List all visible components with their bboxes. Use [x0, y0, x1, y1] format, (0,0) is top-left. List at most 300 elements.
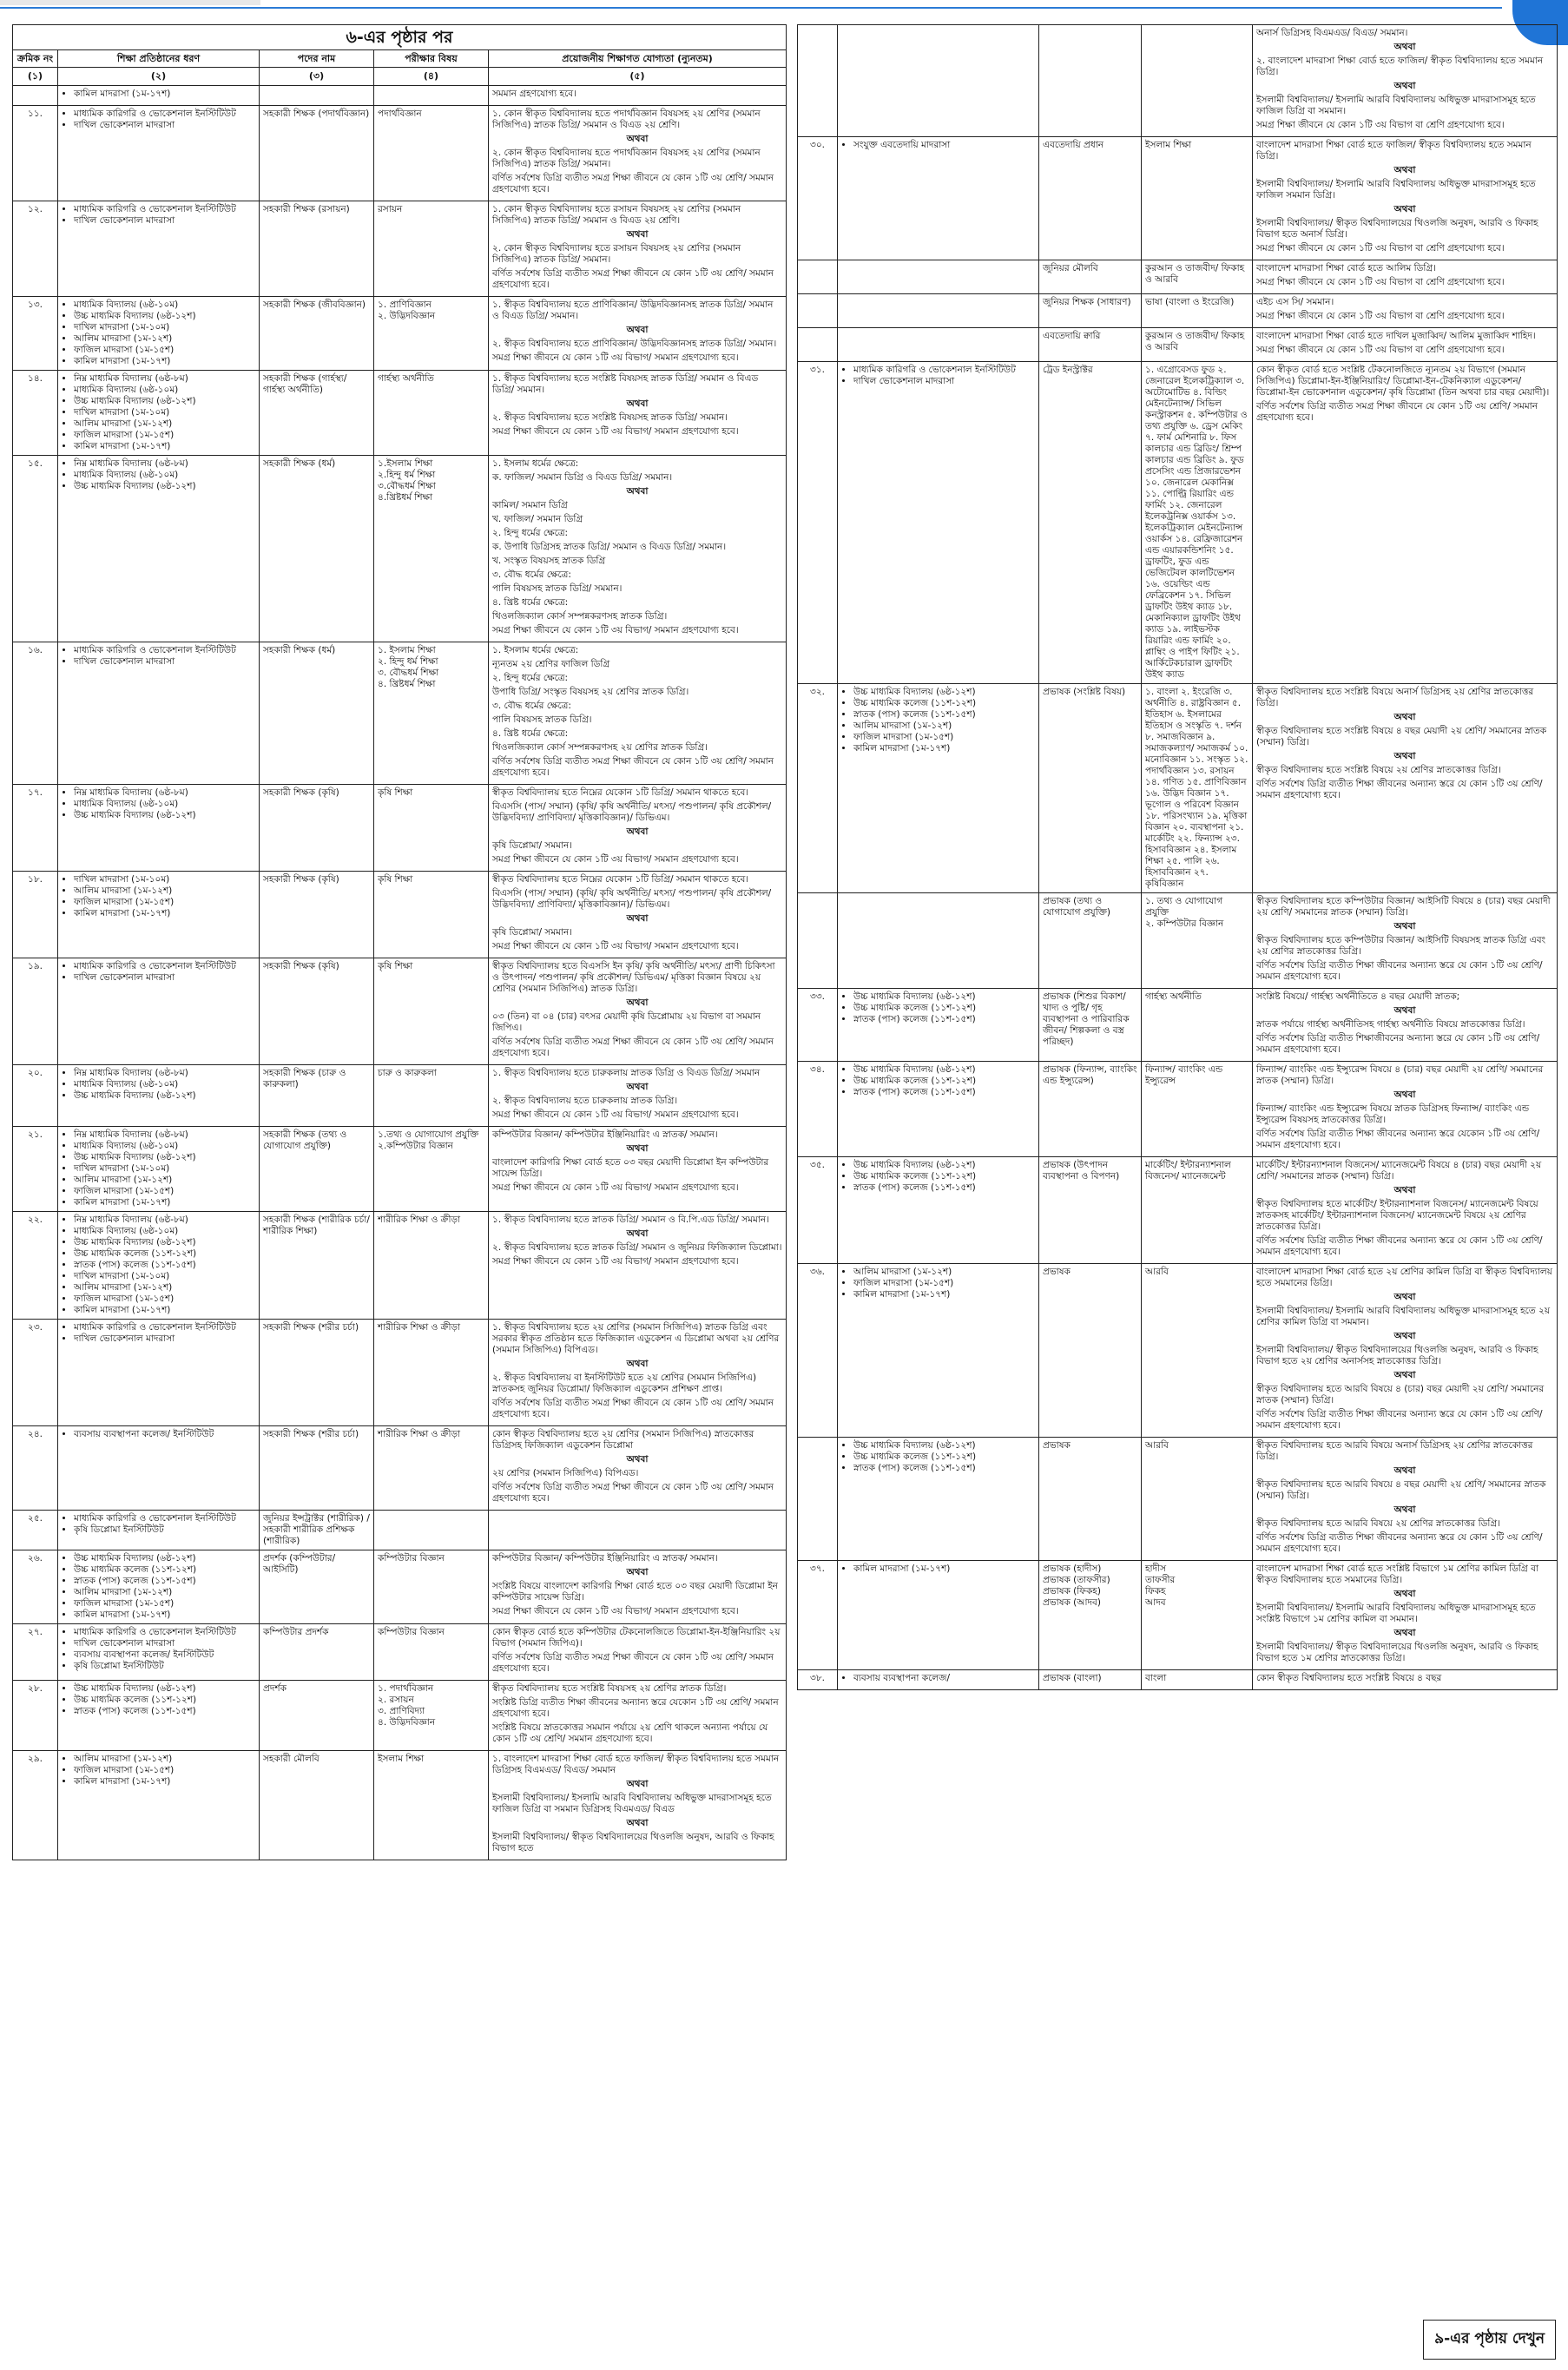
qualification-cell — [489, 1127, 787, 1212]
post-cell: প্রভাষক (বাংলা) — [1039, 1670, 1142, 1690]
subject-cell — [1142, 25, 1253, 137]
institution-cell — [838, 684, 1039, 893]
table-row — [13, 456, 787, 642]
or-separator: অথবা — [626, 1567, 649, 1577]
qualification-line: কৃষি ডিপ্লোমা/ সমমান। — [492, 927, 573, 938]
institution-cell — [58, 642, 260, 785]
institution-cell — [58, 1550, 260, 1624]
institution-item: • স্নাতক (পাস) কলেজ (১১শ-১৫শ) — [853, 709, 1035, 721]
institution-item: • উচ্চ মাধ্যমিক কলেজ (১১শ-১২শ) — [853, 1076, 1035, 1087]
institution-item: • আলিম মাদরাসা (১ম-১২শ) — [74, 1282, 255, 1294]
institution-cell — [58, 1624, 260, 1681]
institution-list — [841, 140, 1035, 151]
qualification-line: এইচ এস সি/ সমমান। — [1256, 297, 1334, 307]
qualification-cell — [489, 1751, 787, 1860]
qualification-line: ইসলামী বিশ্ববিদ্যালয়/ ইসলামি আরবি বিশ্ববিদ্যালয় অধিভুক্ত মাদরাসাসমূহ হতে ফাজিল ডিগ্রি বা সমমান। — [1256, 95, 1536, 116]
qualification-line: ১. স্বীকৃত বিশ্ববিদ্যালয় হতে স্নাতক ডিগ্রি/ সমমান ও বি.পি.এড ডিগ্রি/ সমমান। — [492, 1215, 769, 1225]
qualification-line: ইসলামী বিশ্ববিদ্যালয়/ ইসলামি আরবি বিশ্ববিদ্যালয় অধিভুক্ত মাদরাসাসমূহ হতে ২য় শ্রেণির কামিল ডিগ্রি বা সমমান। — [1256, 1306, 1551, 1327]
institution-item: • নিম্ন মাধ্যমিক বিদ্যালয় (৬ষ্ঠ-৮ম) — [74, 458, 255, 470]
or-separator: অথবা — [1393, 42, 1416, 52]
qualification-line: ১. ইসলাম ধর্মের ক্ষেত্রে: — [492, 645, 579, 655]
institution-item: • দাখিল মাদরাসা (১ম-১০ম) — [74, 322, 255, 333]
institution-item: • উচ্চ মাধ্যমিক বিদ্যালয় (৬ষ্ঠ-১২শ) — [74, 1152, 255, 1163]
institution-item: • আলিম মাদরাসা (১ম-১২শ) — [853, 1267, 1035, 1278]
or-separator: অথবা — [1393, 1292, 1416, 1302]
qualification-line: বর্ণিত সর্বশেষ ডিগ্রি ব্যতীত সমগ্র শিক্ষা জীবনে যে কোন ১টি ৩য় শ্রেণি/ সমমান গ্রহণযোগ্য হবে। — [1256, 401, 1538, 423]
qualification-cell — [489, 1681, 787, 1751]
subject-cell: ১. পদার্থবিজ্ঞান ২. রসায়ন ৩. প্রাণিবিদ্যা ৪. উদ্ভিদবিজ্ঞান — [374, 1681, 489, 1751]
or-separator: অথবা — [1393, 1331, 1416, 1341]
qualification-line: ১. স্বীকৃত বিশ্ববিদ্যালয় হতে সংশ্লিষ্ট বিষয়সহ স্নাতক ডিগ্রি/ সমমান ও বিএড ডিগ্রি/ সমমান। — [492, 373, 759, 395]
serial-cell: ৩২. — [798, 684, 838, 893]
qualification-line: স্বীকৃত বিশ্ববিদ্যালয় হতে সংশ্লিষ্ট বিষয়সহ ২য় শ্রেণির স্নাতক ডিগ্রি। — [492, 1683, 727, 1694]
institution-item: • উচ্চ মাধ্যমিক বিদ্যালয় (৬ষ্ঠ-১২শ) — [853, 1440, 1035, 1452]
qualification-line: ২. স্বীকৃত বিশ্ববিদ্যালয় হতে চারুকলায় স্নাতক ডিগ্রি। — [492, 1096, 678, 1106]
or-separator: অথবা — [1393, 1465, 1416, 1476]
qualification-line: স্বীকৃত বিশ্ববিদ্যালয় হতে আরবি বিষয়ে ৪ বছর মেয়াদী ২য় শ্রেণি/ সমমানের স্নাতক (সম্মান) ডিগ্রি। — [1256, 1479, 1546, 1501]
qualification-line: মার্কেটিং/ ইন্টারন্যাশনাল বিজনেস/ ম্যানেজমেন্ট বিষয়ে ৪ (চার) বছর মেয়াদী ২য় শ্রেণি/ সমমানের স্নাতক (সম্মান) ডিগ্রি। — [1256, 1160, 1542, 1182]
qualification-line: বর্ণিত সর্বশেষ ডিগ্রি ব্যতীত সমগ্র শিক্ষা জীবনে যে কোন ১টি ৩য় শ্রেণি/ সমমান গ্রহণযোগ্য হবে। — [492, 1482, 774, 1504]
qualification-cell — [1253, 137, 1558, 260]
qualification-cell — [489, 1065, 787, 1127]
qualification-line: বর্ণিত সর্বশেষ ডিগ্রি ব্যতীত সমগ্র শিক্ষা জীবনে যে কোন ১টি ৩য় শ্রেণি/ সমমান গ্রহণযোগ্য হবে। — [492, 756, 774, 778]
qualification-line: থিওলজিক্যাল কোর্স সম্পন্নকরণসহ স্নাতক ডিগ্রি। — [492, 611, 668, 622]
institution-cell — [838, 1670, 1039, 1690]
table-row — [13, 86, 787, 106]
table-row — [13, 785, 787, 872]
or-separator: অথবা — [626, 1818, 649, 1828]
or-separator: অথবা — [1393, 921, 1416, 932]
institution-list — [841, 1160, 1035, 1194]
or-separator: অথবা — [1393, 751, 1416, 761]
qualification-line: ২. হিন্দু ধর্মের ক্ষেত্রে: — [492, 673, 569, 683]
subject-cell: আরবি — [1142, 1264, 1253, 1438]
institution-item: • উচ্চ মাধ্যমিক কলেজ (১১শ-১২শ) — [74, 1564, 255, 1576]
institution-item: • উচ্চ মাধ্যমিক কলেজ (১১শ-১২শ) — [853, 1003, 1035, 1014]
header-qualification: প্রয়োজনীয় শিক্ষাগত যোগ্যতা (ন্যুনতম) — [489, 50, 787, 68]
or-separator: অথবা — [1393, 1628, 1416, 1638]
institution-item: • স্নাতক (পাস) কলেজ (১১শ-১৫শ) — [853, 1014, 1035, 1025]
qualification-line: সমগ্র শিক্ষা জীবনে যে কোন ১টি ৩য় বিভাগ বা শ্রেণি গ্রহণযোগ্য হবে। — [1256, 345, 1505, 355]
qualification-cell — [1253, 362, 1558, 684]
qualification-line: সমমান গ্রহণযোগ্য হবে। — [492, 89, 576, 99]
post-cell: সহকারী শিক্ষক (ধর্ম) — [260, 642, 374, 785]
qualification-line: কোন স্বীকৃত বিশ্ববিদ্যালয় হতে ২য় শ্রেণির (সমমান সিজিপিএ) স্নাতকোত্তর ডিগ্রিসহ ফিজিক্যাল এডুকেশন ডিপ্লোমা — [492, 1429, 754, 1451]
table-row — [798, 1561, 1558, 1670]
institution-item: • স্নাতক (পাস) কলেজ (১১শ-১৫শ) — [74, 1706, 255, 1717]
institution-cell — [838, 1561, 1039, 1670]
institution-list — [62, 1129, 255, 1208]
table-row — [13, 1681, 787, 1751]
institution-item: • মাধ্যমিক বিদ্যালয় (৬ষ্ঠ-১০ম) — [74, 1079, 255, 1090]
subject-cell: ফিন্যান্স/ ব্যাংকিং এন্ড ইন্স্যুরেন্স — [1142, 1062, 1253, 1157]
post-cell: প্রদর্শক — [260, 1681, 374, 1751]
subject-cell — [374, 1511, 489, 1550]
institution-item: • কামিল মাদরাসা (১ম-১৭শ) — [853, 1564, 1035, 1575]
post-cell: সহকারী মৌলবি — [260, 1751, 374, 1860]
or-separator: অথবা — [626, 826, 649, 837]
qualification-line: স্বীকৃত বিশ্ববিদ্যালয় হতে সংশ্লিষ্ট বিষয়ে ৪ বছর মেয়াদী ২য় শ্রেণি/ সমমানের স্নাতক (সম্মান) ডিগ্রি। — [1256, 726, 1547, 747]
institution-item: • উচ্চ মাধ্যমিক বিদ্যালয় (৬ষ্ঠ-১২শ) — [74, 311, 255, 322]
or-separator: অথবা — [1393, 712, 1416, 722]
institution-item: • উচ্চ মাধ্যমিক বিদ্যালয় (৬ষ্ঠ-১২শ) — [853, 1160, 1035, 1171]
header-row — [13, 50, 787, 68]
or-separator: অথবা — [626, 134, 649, 144]
institution-list — [62, 1322, 255, 1345]
institution-item: • কামিল মাদরাসা (১ম-১৭শ) — [74, 89, 255, 100]
serial-cell: ১১. — [13, 106, 58, 201]
subject-cell: আরবি — [1142, 1438, 1253, 1561]
institution-cell — [58, 785, 260, 872]
institution-item: • কৃষি ডিপ্লোমা ইনস্টিটিউট — [74, 1661, 255, 1672]
institution-item: • আলিম মাদরাসা (১ম-১২শ) — [74, 885, 255, 897]
institution-list — [841, 1267, 1035, 1300]
qualification-line: কোন স্বীকৃত বোর্ড হতে সংশ্লিষ্ট টেকনোলজিতে ন্যূনতম ২য় বিভাগে (সমমান সিজিপিএ) ডিপ্লোমা-ইন-ইঞ্জিনিয়ারিং/ ডিপ্লোমা-ইন-টেকনিক্যাল এডুকেশন/ ডিপ্লোমা-ইন ভোকেশনাল এডুকেশন/ কৃষি ডিপ্লোমা (তিন অথবা চার বছর মেয়াদী)। — [1256, 365, 1550, 398]
or-separator: অথবা — [1393, 165, 1416, 175]
institution-cell — [58, 106, 260, 201]
serial-cell: ৩৩. — [798, 989, 838, 1062]
post-cell: সহকারী শিক্ষক (তথ্য ও যোগাযোগ প্রযুক্তি) — [260, 1127, 374, 1212]
or-separator: অথবা — [626, 1359, 649, 1369]
qualification-line: পালি বিষয়সহ স্নাতক ডিগ্রি। — [492, 714, 592, 725]
institution-item: • উচ্চ মাধ্যমিক বিদ্যালয় (৬ষ্ঠ-১২শ) — [74, 1553, 255, 1564]
institution-item: • আলিম মাদরাসা (১ম-১২শ) — [853, 721, 1035, 732]
qualification-cell — [1253, 1561, 1558, 1670]
subject-cell: ইসলাম শিক্ষা — [1142, 137, 1253, 260]
serial-cell: ১৮. — [13, 872, 58, 958]
qualification-cell — [489, 371, 787, 456]
or-separator: অথবা — [1393, 1185, 1416, 1195]
institution-item: • ফাজিল মাদরাসা (১ম-১৫শ) — [853, 732, 1035, 743]
institution-item: • আলিম মাদরাসা (১ম-১২শ) — [74, 1754, 255, 1765]
header-strip — [0, 0, 260, 5]
subject-cell: কুরআন ও তাজবীদ/ ফিকাহ ও আরবি — [1142, 328, 1253, 362]
subject-cell: ১. বাংলা ২. ইংরেজি ৩. অর্থনীতি ৪. রাষ্ট্রবিজ্ঞান ৫. ইতিহাস ৬. ইসলামের ইতিহাস ও সংস্কৃতি ৭. দর্শন ৮. সমাজবিজ্ঞান ৯. সমাজকল্যাণ/ সমাজকর্ম ১০. মনোবিজ্ঞান ১১. সংস্কৃত ১২. পদার্থবিজ্ঞান ১৩. রসায়ন ১৪. গণিত ১৫. প্রাণিবিজ্ঞান ১৬. উদ্ভিদ বিজ্ঞান ১৭. ভূগোল ও পরিবেশ বিজ্ঞান ১৮. পরিসংখ্যান ১৯. মৃত্তিকা বিজ্ঞান ২০. ব্যবস্থাপনা ২১. মার্কেটিং ২২. ফিন্যান্স ২৩. হিসাববিজ্ঞান ২৪. ইসলাম শিক্ষা ২৫. পালি ২৬. হিসাববিজ্ঞান ২৭. কৃষিবিজ্ঞান — [1142, 684, 1253, 893]
post-cell: জুনিয়র মৌলবি — [1039, 260, 1142, 294]
qualification-line: বর্ণিত সর্বশেষ ডিগ্রি ব্যতীত সমগ্র শিক্ষা জীবনে যে কোন ১টি ৩য় শ্রেণি/ সমমান গ্রহণযোগ্য হবে। — [492, 173, 774, 194]
institution-list — [62, 961, 255, 984]
institution-item: • দাখিল ভোকেশনাল মাদরাসা — [74, 120, 255, 131]
subject-cell: কুরআন ও তাজবীদ/ ফিকাহ ও আরবি — [1142, 260, 1253, 294]
or-separator: অথবা — [1393, 1005, 1416, 1016]
header-serial: ক্রমিক নং — [13, 50, 58, 68]
institution-item: • মাধ্যমিক বিদ্যালয় (৬ষ্ঠ-১০ম) — [74, 799, 255, 810]
subject-cell: চারু ও কারুকলা — [374, 1065, 489, 1127]
institution-list — [841, 1440, 1035, 1474]
or-separator: অথবা — [1393, 1090, 1416, 1100]
qualification-line: ১. স্বীকৃত বিশ্ববিদ্যালয় হতে ২য় শ্রেণির (সমমান সিজিপিএ) স্নাতক ডিগ্রি এবং সরকার স্বীকৃত প্রতিষ্ঠান হতে ফিজিক্যাল এডুকেশন এ ডিপ্লোমা অথবা ২য় শ্রেণির (সমমান সিজিপিএ) বিপিএড। — [492, 1322, 780, 1355]
qualification-line: কোন স্বীকৃত বোর্ড হতে কম্পিউটার টেকনোলজিতে ডিপ্লোমা-ইন-ইঞ্জিনিয়ারিং ২য় বিভাগ (সমমান জিপিএ)। — [492, 1627, 781, 1649]
qualification-line: সংশ্লিষ্ট বিষয়ে বাংলাদেশ কারিগরি শিক্ষা বোর্ড হতে ০৩ বছর মেয়াদী ডিপ্লোমা ইন কম্পিউটার সায়েন্স ডিগ্রি। — [492, 1581, 778, 1603]
qualification-line: পালি বিষয়সহ স্নাতক ডিগ্রি/ সমমান। — [492, 583, 623, 594]
institution-item: • উচ্চ মাধ্যমিক বিদ্যালয় (৬ষ্ঠ-১২শ) — [74, 396, 255, 407]
qualification-line: স্বীকৃত বিশ্ববিদ্যালয় হতে আরবি বিষয়ে ২য় শ্রেণির স্নাতকোত্তর ডিগ্রি। — [1256, 1518, 1501, 1529]
institution-cell — [58, 1320, 260, 1426]
qualification-cell — [489, 958, 787, 1065]
institution-list — [841, 1564, 1035, 1575]
qualification-line: স্বীকৃত বিশ্ববিদ্যালয় হতে সংশ্লিষ্ট বিষয়ে ২য় শ্রেণির স্নাতকোত্তর ডিগ্রি। — [1256, 765, 1501, 775]
institution-item: • উচ্চ মাধ্যমিক বিদ্যালয় (৬ষ্ঠ-১২শ) — [74, 1237, 255, 1248]
qualification-line: ২. স্বীকৃত বিশ্ববিদ্যালয় বা ইনস্টিটিউট হতে ২য় শ্রেণির (সমমান সিজিপিএ) স্নাতকসহ জুনিয়র ডিপ্লোমা/ ফিজিক্যাল এডুকেশন প্রশিক্ষণ প্রাপ্ত। — [492, 1373, 757, 1394]
table-row — [798, 260, 1558, 294]
institution-item: • উচ্চ মাধ্যমিক বিদ্যালয় (৬ষ্ঠ-১২শ) — [853, 1064, 1035, 1076]
qualification-cell — [489, 1426, 787, 1511]
post-cell: কম্পিউটার প্রদর্শক — [260, 1624, 374, 1681]
post-cell: জুনিয়র ইন্সট্রাক্টর (শারীরিক) / সহকারী শারীরিক প্রশিক্ষক (শারীরিক) — [260, 1511, 374, 1550]
qualification-line: অনার্স ডিগ্রিসহ বিএমএড/ বিএড/ সমমান। — [1256, 28, 1408, 38]
post-cell — [260, 86, 374, 106]
serial-cell: ১৩. — [13, 297, 58, 371]
table-row — [798, 328, 1558, 362]
subject-cell: হাদীস তাফসীর ফিকহ আদব — [1142, 1561, 1253, 1670]
subject-cell: কম্পিউটার বিজ্ঞান — [374, 1550, 489, 1624]
qualification-cell — [489, 1511, 787, 1550]
or-separator: অথবা — [626, 997, 649, 1008]
continued-from-heading: ৬-এর পৃষ্ঠার পর — [12, 24, 787, 49]
institution-item: • নিম্ন মাধ্যমিক বিদ্যালয় (৬ষ্ঠ-৮ম) — [74, 787, 255, 799]
qualification-line: ২. হিন্দু ধর্মের ক্ষেত্রে: — [492, 528, 569, 538]
institution-list — [62, 1068, 255, 1102]
institution-cell — [838, 1157, 1039, 1264]
institution-list — [62, 89, 255, 100]
qualification-line: বর্ণিত সর্বশেষ ডিগ্রি ব্যতীত সমগ্র শিক্ষা জীবনে যে কোন ১টি ৩য় শ্রেণি/ সমমান গ্রহণযোগ্য হবে। — [492, 1037, 774, 1058]
post-cell: সহকারী শিক্ষক (শরীর চর্চা) — [260, 1426, 374, 1511]
post-cell: এবতেদায়ি প্রধান — [1039, 137, 1142, 260]
index-cell: (৪) — [374, 68, 489, 86]
qualification-line: ফিন্যান্স/ ব্যাংকিং এন্ড ইন্স্যুরেন্স বিষয়ে ৪ (চার) বছর মেয়াদী ২য় শ্রেণি/ সমমানের স্নাতক (সম্মান) ডিগ্রি। — [1256, 1064, 1544, 1086]
table-row — [13, 1127, 787, 1212]
qualification-cell — [489, 106, 787, 201]
qualification-line: কামিল/ সমমান ডিগ্রি — [492, 500, 568, 510]
institution-cell — [58, 456, 260, 642]
qualification-line: ক. উপাধি ডিগ্রিসহ স্নাতক ডিগ্রি/ সমমান ও বিএড ডিগ্রি/ সমমান। — [492, 542, 727, 552]
table-row — [13, 1511, 787, 1550]
qualification-line: স্বীকৃত বিশ্ববিদ্যালয় হতে আরবি বিষয়ে ৪ (চার) বছর মেয়াদী ২য় শ্রেণি/ সমমানের স্নাতক (সম্মান) ডিগ্রি। — [1256, 1384, 1545, 1406]
institution-item: • কামিল মাদরাসা (১ম-১৭শ) — [74, 1197, 255, 1208]
qualification-line: ১. ইসলাম ধর্মের ক্ষেত্রে: — [492, 458, 579, 469]
header-rule — [0, 7, 1502, 9]
qualification-line: বিএসসি (পাস/ সম্মান) (কৃষি/ কৃষি অর্থনীতি/ মৎস্য/ পশুপালন/ কৃষি প্রকৌশল/ উদ্ভিদবিদ্যা/ প্রাণিবিদ্যা/ মৃত্তিকাবিজ্ঞান)/ ডিভিএম। — [492, 888, 772, 910]
institution-list — [62, 1429, 255, 1440]
qualification-line: ইসলামী বিশ্ববিদ্যালয়/ ইসলামি আরবি বিশ্ববিদ্যালয় অধিভুক্ত মাদরাসাসমূহ হতে ফাজিল সমমান ডিগ্রি। — [1256, 179, 1536, 201]
table-row — [798, 1670, 1558, 1690]
qualification-line: স্বীকৃত বিশ্ববিদ্যালয় হতে বিএসসি ইন কৃষি/ কৃষি অর্থনীতি/ মৎস্য/ প্রাণী চিকিৎসা ও উৎপাদন/ পশুপালন/ কৃষি প্রকৌশল/ ডিভিএম/ মৃত্তিকা বিজ্ঞান বিষয়ে ২য় শ্রেণির (সমমান সিজিপিএ) স্নাতক ডিগ্রি। — [492, 961, 775, 994]
post-cell: সহকারী শিক্ষক (রসায়ন) — [260, 201, 374, 297]
serial-cell: ১৪. — [13, 371, 58, 456]
subject-cell: ১.ইসলাম শিক্ষা ২.হিন্দু ধর্ম শিক্ষা ৩.বৌদ্ধধর্ম শিক্ষা ৪.খ্রিষ্টধর্ম শিক্ষা — [374, 456, 489, 642]
qualification-line: থিওলজিক্যাল কোর্স সম্পন্নকরণসহ ২য় শ্রেণির স্নাতক ডিগ্রি। — [492, 742, 708, 753]
institution-item: • ফাজিল মাদরাসা (১ম-১৫শ) — [74, 1765, 255, 1776]
institution-item: • ব্যবসায় ব্যবস্থাপনা কলেজ/ ইনস্টিটিউট — [74, 1429, 255, 1440]
left-column — [12, 24, 787, 1860]
qualification-line: সমগ্র শিক্ষা জীবনে যে কোন ১টি ৩য় বিভাগ/ সমমান গ্রহণযোগ্য হবে। — [492, 1606, 739, 1616]
qualification-line: ১. স্বীকৃত বিশ্ববিদ্যালয় হতে চারুকলায় স্নাতক ডিগ্রি ও বিএড ডিগ্রি/ সমমান — [492, 1068, 761, 1078]
qualification-cell — [1253, 893, 1558, 989]
institution-list — [62, 1553, 255, 1621]
institution-item: • কামিল মাদরাসা (১ম-১৭শ) — [853, 743, 1035, 754]
institution-cell — [58, 1127, 260, 1212]
qualification-line: সংশ্লিষ্ট বিষয়ে/ গার্হস্থ্য অর্থনীতিতে ৪ বছর মেয়াদী স্নাতক; — [1256, 991, 1460, 1002]
institution-cell — [838, 893, 1039, 989]
serial-cell: ২৮. — [13, 1681, 58, 1751]
qualification-line: সমগ্র শিক্ষা জীবনে যে কোন ১টি ৩য় বিভাগ/ সমমান গ্রহণযোগ্য হবে। — [492, 1109, 739, 1120]
post-cell — [1039, 25, 1142, 137]
institution-cell — [838, 1062, 1039, 1157]
post-cell: সহকারী শিক্ষক (কৃষি) — [260, 785, 374, 872]
qualification-line: বাংলাদেশ মাদরাসা শিক্ষা বোর্ড হতে ২য় শ্রেণির কামিল ডিগ্রি বা স্বীকৃত বিশ্ববিদ্যালয় হতে সমমানের ডিগ্রি। — [1256, 1267, 1552, 1288]
header-post: পদের নাম — [260, 50, 374, 68]
qualification-line: সংশ্লিষ্ট ডিগ্রি ব্যতীত শিক্ষা জীবনের অন্যান্য স্তরে যেকোন ১টি ৩য় শ্রেণি/ সমমান গ্রহণযোগ্য হবে। — [492, 1697, 779, 1719]
index-cell: (১) — [13, 68, 58, 86]
institution-cell — [838, 989, 1039, 1062]
subject-cell: শারীরিক শিক্ষা ও ক্রীড়া — [374, 1426, 489, 1511]
institution-item: • নিম্ন মাধ্যমিক বিদ্যালয় (৬ষ্ঠ-৮ম) — [74, 1215, 255, 1226]
institution-item: • উচ্চ মাধ্যমিক কলেজ (১১শ-১২শ) — [74, 1248, 255, 1260]
subject-cell: কম্পিউটার বিজ্ঞান — [374, 1624, 489, 1681]
table-row — [798, 893, 1558, 989]
qualification-line: সমগ্র শিক্ষা জীবনে যে কোন ১টি ৩য় বিভাগ বা শ্রেণি গ্রহণযোগ্য হবে। — [1256, 277, 1505, 287]
index-cell: (৫) — [489, 68, 787, 86]
serial-cell: ১৫. — [13, 456, 58, 642]
qualification-line: সমগ্র শিক্ষা জীবনে যে কোন ১টি ৩য় বিভাগ/ সমমান গ্রহণযোগ্য হবে। — [492, 854, 739, 865]
post-cell: ট্রেড ইনস্ট্রাক্টর — [1039, 362, 1142, 684]
table-row — [798, 294, 1558, 328]
institution-item: • মাধ্যমিক বিদ্যালয় (৬ষ্ঠ-১০ম) — [74, 1226, 255, 1237]
qualification-line: সমগ্র শিক্ষা জীবনে যে কোন ১টি ৩য় বিভাগ বা শ্রেণি গ্রহণযোগ্য হবে। — [1256, 243, 1505, 253]
subject-cell: রসায়ন — [374, 201, 489, 297]
qualification-cell — [1253, 1438, 1558, 1561]
table-row — [798, 1438, 1558, 1561]
post-cell: সহকারী শিক্ষক (কৃষি) — [260, 958, 374, 1065]
qualification-cell — [1253, 989, 1558, 1062]
table-row — [13, 1624, 787, 1681]
subject-cell: গার্হস্থ্য অর্থনীতি — [374, 371, 489, 456]
serial-cell: ৩৮. — [798, 1670, 838, 1690]
serial-cell: ৩১. — [798, 362, 838, 684]
qualification-cell — [1253, 260, 1558, 294]
serial-cell — [798, 294, 838, 328]
serial-cell: ২৪. — [13, 1426, 58, 1511]
serial-cell: ২১. — [13, 1127, 58, 1212]
table-row — [13, 1426, 787, 1511]
qualification-line: বর্ণিত সর্বশেষ ডিগ্রি ব্যতীত শিক্ষা জীবনের অন্যান্য স্তরে যে কোন ১টি ৩য় শ্রেণি/ সমমান গ্রহণযোগ্য হবে। — [1256, 960, 1543, 982]
institution-item: • উচ্চ মাধ্যমিক কলেজ (১১শ-১২শ) — [853, 698, 1035, 709]
institution-list — [62, 1754, 255, 1787]
table-row — [798, 989, 1558, 1062]
institution-item: • দাখিল ভোকেশনাল মাদরাসা — [74, 1638, 255, 1649]
serial-cell: ৩০. — [798, 137, 838, 260]
serial-cell — [13, 86, 58, 106]
qualification-line: ২. কোন স্বীকৃত বিশ্ববিদ্যালয় হতে রসায়ন বিষয়সহ ২য় শ্রেণির (সমমান সিজিপিএ) স্নাতক ডিগ্রি/ সমমান। — [492, 243, 741, 265]
qualification-line: ইসলামী বিশ্ববিদ্যালয়/ স্বীকৃত বিশ্ববিদ্যালয়ের থিওলজি অনুষদ, আরবি ও ফিকাহ বিভাগ হতে ১ম শ্রেণির স্নাতকোত্তর ডিগ্রি। — [1256, 1642, 1538, 1663]
institution-cell — [58, 872, 260, 958]
subject-cell: গার্হস্থ্য অর্থনীতি — [1142, 989, 1253, 1062]
table-row — [13, 958, 787, 1065]
qualification-line: বাংলাদেশ মাদরাসা শিক্ষা বোর্ড হতে আলিম ডিগ্রি। — [1256, 263, 1436, 273]
institution-list — [841, 365, 1035, 387]
post-cell: সহকারী শিক্ষক (জীববিজ্ঞান) — [260, 297, 374, 371]
institution-item: • মাধ্যমিক বিদ্যালয় (৬ষ্ঠ-১০ম) — [74, 385, 255, 396]
institution-cell — [58, 1065, 260, 1127]
or-separator: অথবা — [626, 1779, 649, 1789]
qualification-line: কোন স্বীকৃত বিশ্ববিদ্যালয় হতে সংশ্লিষ্ট বিষয়ে ৪ বছর — [1256, 1673, 1442, 1683]
qualification-cell — [489, 1320, 787, 1426]
institution-item: • উচ্চ মাধ্যমিক কলেজ (১১শ-১২শ) — [853, 1171, 1035, 1182]
serial-cell: ৩৬. — [798, 1264, 838, 1438]
table-row — [13, 1320, 787, 1426]
post-cell: সহকারী শিক্ষক (গার্হস্থ্য/ গার্হস্থ্য অর্থনীতি) — [260, 371, 374, 456]
qualification-line: সমগ্র শিক্ষা জীবনে যে কোন ১টি ৩য় বিভাগ/ সমমান গ্রহণযোগ্য হবে। — [492, 941, 739, 951]
qualification-line: বাংলাদেশ মাদরাসা শিক্ষা বোর্ড হতে দাখিল মুজাব্বিদ/ আলিম মুজাব্বিদ শাহিদ। — [1256, 331, 1536, 341]
institution-item: • উচ্চ মাধ্যমিক বিদ্যালয় (৬ষ্ঠ-১২শ) — [74, 481, 255, 492]
subject-cell: ১. প্রাণিবিজ্ঞান ২. উদ্ভিদবিজ্ঞান — [374, 297, 489, 371]
institution-item: • মাধ্যমিক কারিগরি ও ভোকেশনাল ইনস্টিটিউট — [74, 204, 255, 215]
qualification-cell — [489, 456, 787, 642]
subject-cell: কৃষি শিক্ষা — [374, 958, 489, 1065]
qualification-cell — [1253, 328, 1558, 362]
institution-item: • মাধ্যমিক বিদ্যালয় (৬ষ্ঠ-১০ম) — [74, 1141, 255, 1152]
institution-cell — [58, 1511, 260, 1550]
qualification-cell — [489, 1624, 787, 1681]
serial-cell — [798, 1438, 838, 1561]
institution-item: • উচ্চ মাধ্যমিক বিদ্যালয় (৬ষ্ঠ-১২শ) — [853, 687, 1035, 698]
serial-cell: ২০. — [13, 1065, 58, 1127]
institution-item: • উচ্চ মাধ্যমিক বিদ্যালয় (৬ষ্ঠ-১২শ) — [74, 1090, 255, 1102]
serial-cell — [798, 260, 838, 294]
institution-cell — [58, 201, 260, 297]
post-cell: প্রভাষক (হাদীস) প্রভাষক (তাফসীর) প্রভাষক (ফিকহ) প্রভাষক (আদব) — [1039, 1561, 1142, 1670]
institution-cell — [838, 294, 1039, 328]
qualification-line: বর্ণিত সর্বশেষ ডিগ্রি ব্যতীত শিক্ষা জীবনের অন্যান্য স্তরে যে কোন ১টি ৩য় শ্রেণি/ সমমান গ্রহণযোগ্য হবে। — [1256, 779, 1543, 800]
qualification-line: ইসলামী বিশ্ববিদ্যালয়/ স্বীকৃত বিশ্ববিদ্যালয়ের থিওলজি অনুষদ, আরবি ও ফিকাহ বিভাগ হতে — [492, 1832, 774, 1853]
qualification-line: ০৩ (তিন) বা ০৪ (চার) বৎসর মেয়াদী কৃষি ডিপ্লোমায় ২য় বিভাগ বা সমমান জিপিএ। — [492, 1011, 761, 1033]
serial-cell: ৩৭. — [798, 1561, 838, 1670]
qualification-line: ইসলামী বিশ্ববিদ্যালয়/ স্বীকৃত বিশ্ববিদ্যালয়ের থিওলজি অনুষদ, আরবি ও ফিকাহ বিভাগ হতে ২য় শ্রেণির অনার্সসহ স্নাতকোত্তর ডিগ্রি। — [1256, 1345, 1538, 1366]
qualification-line: বর্ণিত সর্বশেষ ডিগ্রি ব্যতীত শিক্ষা জীবনের অন্যান্য স্তরে যে কোন ১টি ৩য় শ্রেণি/ সমমান গ্রহণযোগ্য হবে। — [1256, 1235, 1543, 1257]
qualification-line: ন্যূনতম ২য় শ্রেণির ফাজিল ডিগ্রি — [492, 659, 610, 669]
institution-item: • ফাজিল মাদরাসা (১ম-১৫শ) — [74, 1598, 255, 1610]
qualification-line: ২. স্বীকৃত বিশ্ববিদ্যালয় হতে প্রাণিবিজ্ঞান/ উদ্ভিদবিজ্ঞানসহ স্নাতক ডিগ্রি/ সমমান। — [492, 339, 777, 349]
subject-cell: ১. তথ্য ও যোগাযোগ প্রযুক্তি ২. কম্পিউটার বিজ্ঞান — [1142, 893, 1253, 989]
or-separator: অথবা — [1393, 204, 1416, 214]
institution-item: • কামিল মাদরাসা (১ম-১৭শ) — [853, 1289, 1035, 1300]
qualification-cell — [1253, 294, 1558, 328]
institution-item: • উচ্চ মাধ্যমিক বিদ্যালয় (৬ষ্ঠ-১২শ) — [74, 810, 255, 821]
post-cell: প্রভাষক — [1039, 1264, 1142, 1438]
qualification-line: সমগ্র শিক্ষা জীবনে যে কোন ১টি ৩য় বিভাগ/ সমমান গ্রহণযোগ্য হবে। — [492, 426, 739, 437]
qualification-line: বর্ণিত সর্বশেষ ডিগ্রি ব্যতীত শিক্ষা জীবনের অন্যান্য স্তরে যে কোন ১টি ৩য় শ্রেণি/ সমমান গ্রহণযোগ্য হবে। — [1256, 1532, 1543, 1554]
institution-item: • স্নাতক (পাস) কলেজ (১১শ-১৫শ) — [853, 1463, 1035, 1474]
institution-item: • কামিল মাদরাসা (১ম-১৭শ) — [74, 1610, 255, 1621]
serial-cell — [798, 328, 838, 362]
institution-list — [62, 1513, 255, 1536]
institution-item: • মাধ্যমিক কারিগরি ও ভোকেশনাল ইনস্টিটিউট — [853, 365, 1035, 376]
institution-cell — [838, 328, 1039, 362]
institution-item: • কামিল মাদরাসা (১ম-১৭শ) — [74, 908, 255, 919]
subject-cell: কৃষি শিক্ষা — [374, 872, 489, 958]
subject-cell: কৃষি শিক্ষা — [374, 785, 489, 872]
qualification-line: ইসলামী বিশ্ববিদ্যালয়/ ইসলামি আরবি বিশ্ববিদ্যালয় অধিভুক্ত মাদরাসাসমূহ হতে সংশ্লিষ্ট বিভাগে ১ম শ্রেণির কামিল বা সমমান। — [1256, 1603, 1536, 1624]
table-row — [798, 362, 1558, 684]
institution-item: • আলিম মাদরাসা (১ম-১২শ) — [74, 1587, 255, 1598]
institution-item: • ব্যবসায় ব্যবস্থাপনা কলেজ/ — [853, 1673, 1035, 1684]
qualification-line: সমগ্র শিক্ষা জীবনে যে কোন ১টি ৩য় বিভাগ/ সমমান গ্রহণযোগ্য হবে। — [492, 1182, 739, 1193]
post-cell: প্রভাষক (ফিন্যান্স, ব্যাংকিং এন্ড ইন্স্যুরেন্স) — [1039, 1062, 1142, 1157]
institution-item: • দাখিল ভোকেশনাল মাদরাসা — [74, 1333, 255, 1345]
qualification-line: ৩. বৌদ্ধ ধর্মের ক্ষেত্রে: — [492, 701, 571, 711]
serial-cell: ২৯. — [13, 1751, 58, 1860]
qualification-line: স্বীকৃত বিশ্ববিদ্যালয় হতে সংশ্লিষ্ট বিষয়ে অনার্স ডিগ্রিসহ ২য় শ্রেণির স্নাতকোত্তর ডিগ্রি। — [1256, 687, 1534, 708]
